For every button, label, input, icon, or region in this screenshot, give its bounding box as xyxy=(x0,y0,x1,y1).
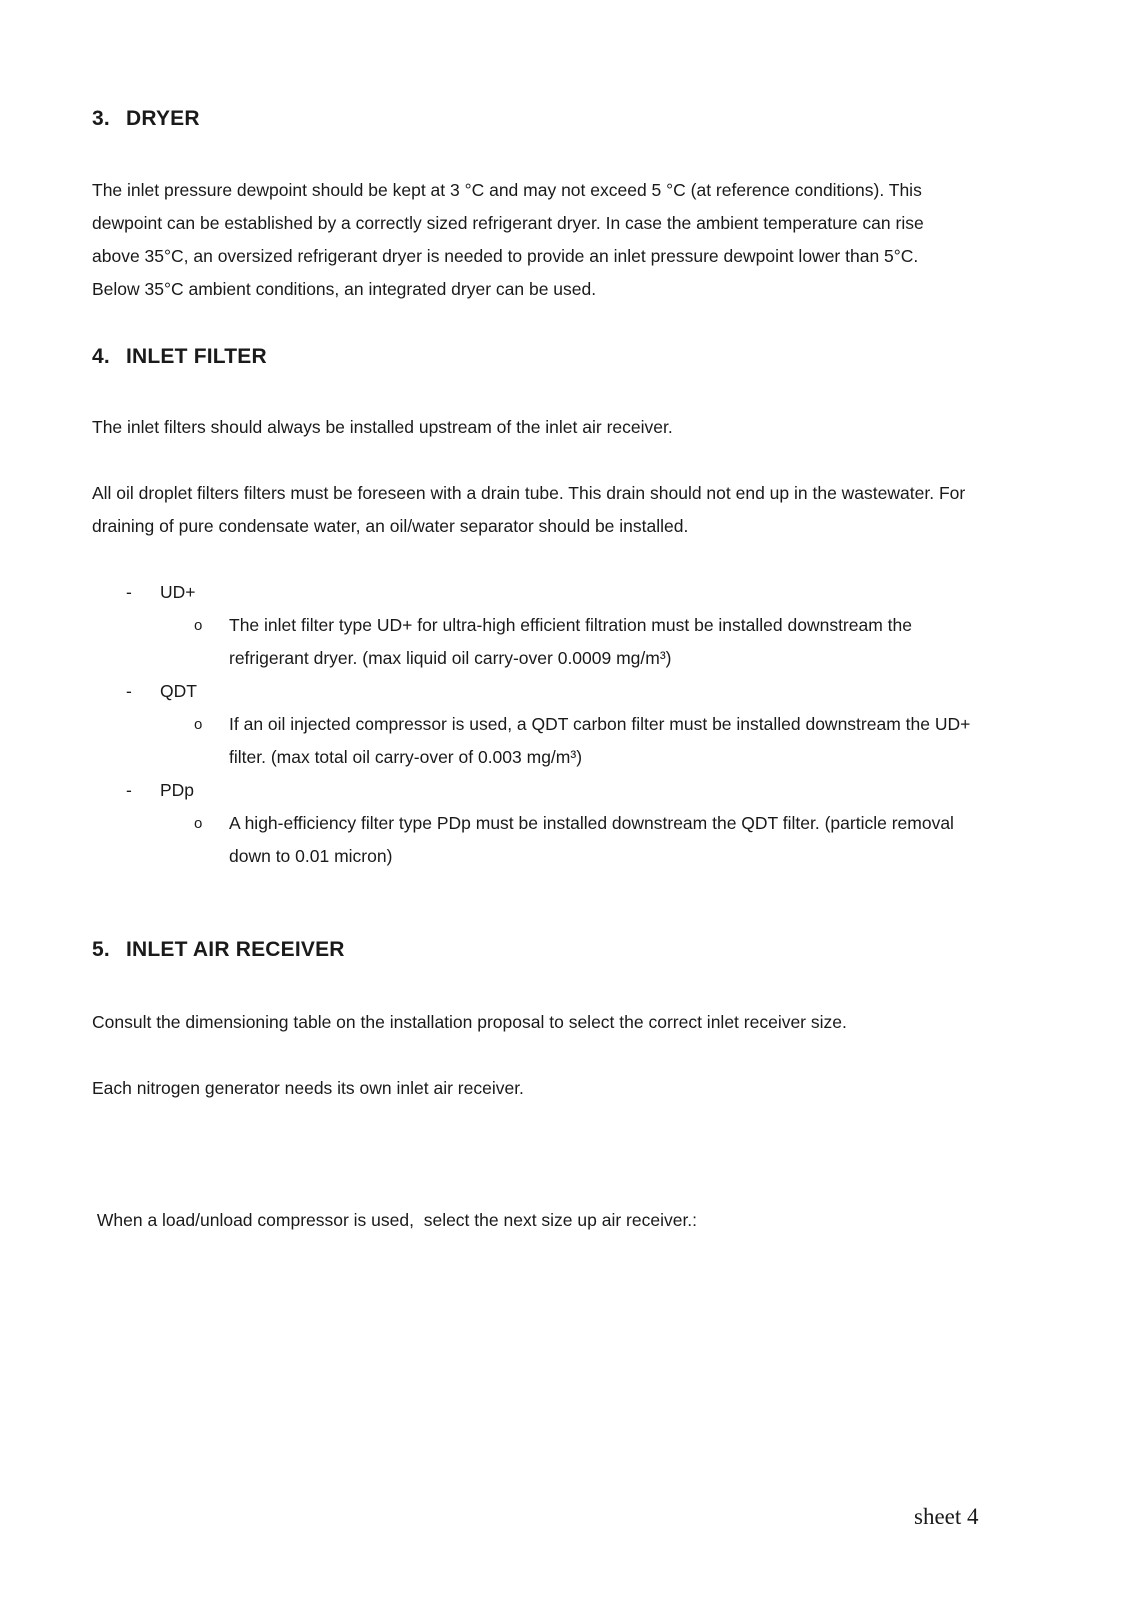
list-item-pdp-description xyxy=(229,807,954,873)
section-4-paragraph-2 xyxy=(92,477,1052,543)
sub-line: refrigerant dryer. (max liquid oil carry-over 0.0009 mg/m³) xyxy=(229,648,672,668)
list-circle-marker: o xyxy=(194,716,203,733)
sheet-number: sheet 4 xyxy=(914,1504,979,1529)
section-5-paragraph-2 xyxy=(92,1072,1052,1105)
section-4-heading xyxy=(92,344,267,370)
sub-line: A high-efficiency filter type PDp must be installed downstream the QDT filter. (particle removal xyxy=(229,813,954,833)
list-dash-marker: - xyxy=(126,582,132,602)
paragraph-line: All oil droplet filters filters must be foreseen with a drain tube. This drain should not end up in the wastewater. For xyxy=(92,483,966,503)
paragraph-line: Each nitrogen generator needs its own inlet air receiver. xyxy=(92,1078,524,1098)
section-3-paragraph xyxy=(92,174,1052,306)
list-item-ud-plus-label: UD+ xyxy=(160,582,196,602)
sub-line: If an oil injected compressor is used, a QDT carbon filter must be installed downstream the UD+ xyxy=(229,714,971,734)
section-3-heading xyxy=(92,106,200,132)
list-dash-marker: - xyxy=(126,780,132,800)
paragraph-line: The inlet pressure dewpoint should be kept at 3 °C and may not exceed 5 °C (at reference conditions). This xyxy=(92,180,922,200)
section-4-title: INLET FILTER xyxy=(126,345,267,368)
list-item-ud-plus-description xyxy=(229,609,912,675)
sub-line: The inlet filter type UD+ for ultra-high efficient filtration must be installed downstream the xyxy=(229,615,912,635)
section-5-heading xyxy=(92,937,345,963)
section-4-paragraph-1 xyxy=(92,411,1052,444)
paragraph-line: above 35°C, an oversized refrigerant dryer is needed to provide an inlet pressure dewpoint lower than 5°C. xyxy=(92,246,919,266)
paragraph-line: Consult the dimensioning table on the installation proposal to select the correct inlet receiver size. xyxy=(92,1012,847,1032)
section-5-paragraph-1 xyxy=(92,1006,1052,1039)
list-item-qdt-label: QDT xyxy=(160,681,197,701)
paragraph-line: The inlet filters should always be installed upstream of the inlet air receiver. xyxy=(92,417,673,437)
section-5-paragraph-3 xyxy=(92,1138,1052,1303)
section-3-title: DRYER xyxy=(126,107,200,130)
list-circle-marker: o xyxy=(194,815,203,832)
paragraph-line: dewpoint can be established by a correctly sized refrigerant dryer. In case the ambient temperature can rise xyxy=(92,213,924,233)
list-item-pdp-label: PDp xyxy=(160,780,195,800)
section-4-number: 4. xyxy=(92,345,110,368)
paragraph-line: draining of pure condensate water, an oil/water separator should be installed. xyxy=(92,516,689,536)
list-circle-marker: o xyxy=(194,617,203,634)
sub-line: down to 0.01 micron) xyxy=(229,846,393,866)
section-3-number: 3. xyxy=(92,107,110,130)
list-item-qdt-description xyxy=(229,708,970,774)
section-5-title: INLET AIR RECEIVER xyxy=(126,938,345,961)
paragraph-line: Below 35°C ambient conditions, an integrated dryer can be used. xyxy=(92,279,597,299)
section-5-number: 5. xyxy=(92,938,110,961)
paragraph-line: When a load/unload compressor is used, select the next size up air receiver.: xyxy=(92,1210,698,1230)
list-dash-marker: - xyxy=(126,681,132,701)
sub-line: filter. (max total oil carry-over of 0.003 mg/m³) xyxy=(229,747,583,767)
